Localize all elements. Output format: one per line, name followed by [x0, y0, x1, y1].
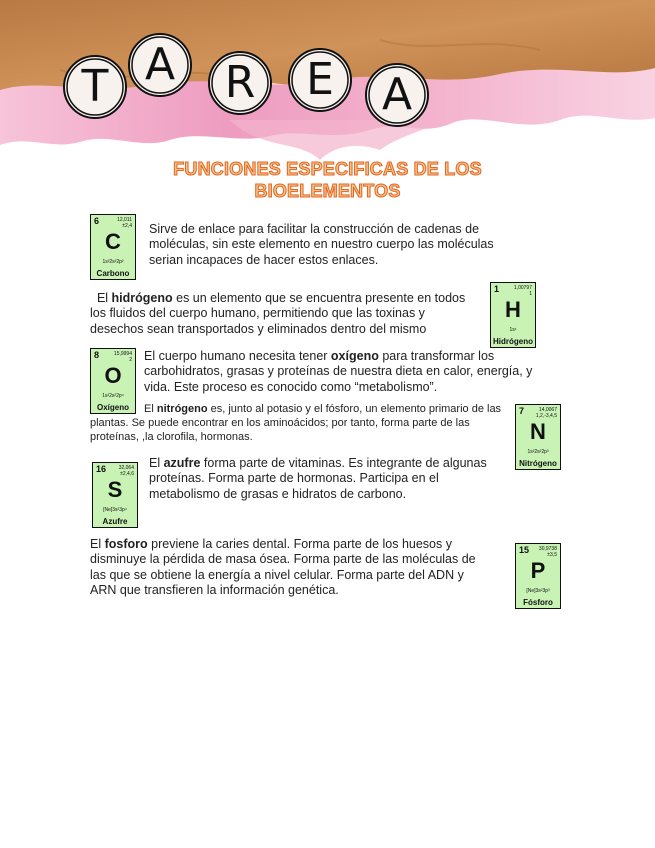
title-letter-text: E — [306, 54, 334, 105]
paragraph-hidrogeno: El hidrógeno es un elemento que se encuentra presente en todos los fluidos del cuerpo humano, permitiendo que las toxinas y desechos sean transportados y eliminados dentro del mismo — [90, 290, 466, 336]
title-letter-text: A — [144, 39, 176, 90]
element-name: Fósforo — [523, 598, 553, 607]
atomic-number: 15 — [519, 545, 530, 555]
atomic-number: 6 — [94, 216, 100, 226]
paragraph-azufre: El azufre forma parte de vitaminas. Es integrante de algunas proteínas. Forma parte de hormonas. Participa en el metabolismo de grasas e hidratos de carbono. — [149, 455, 487, 501]
element-tile-hidrogeno — [490, 282, 536, 348]
paragraph-carbono: Sirve de enlace para facilitar la construcción de cadenas de moléculas, sin este elemento en nuestro cuerpo las moléculas serian incapaces de hacer estos enlaces. — [149, 221, 494, 267]
element-tile-carbono — [90, 214, 136, 280]
title-letter-text: T — [81, 61, 109, 112]
element-symbol: C — [105, 229, 121, 254]
atomic-number: 1 — [494, 284, 500, 294]
atomic-mass: 14,0067 1,2,-3,4,5 — [535, 407, 557, 419]
atomic-mass: 32,064 ±2,4,6 — [118, 465, 134, 477]
title-letter-text: R — [224, 57, 256, 108]
atomic-number: 7 — [519, 406, 525, 416]
element-name: Nitrógeno — [519, 459, 557, 468]
atomic-number: 8 — [94, 350, 100, 360]
title-letter-t — [60, 52, 130, 122]
element-tile-nitrogeno — [515, 404, 561, 470]
element-tile-azufre — [92, 462, 138, 528]
electron-config: 1s²2s²2p⁴ — [102, 393, 124, 399]
element-name: Azufre — [102, 517, 128, 526]
electron-config: 1s²2s²2p³ — [527, 449, 549, 455]
electron-config: 1s²2s²2p² — [102, 259, 124, 265]
element-name: Oxígeno — [96, 403, 129, 412]
element-symbol: H — [505, 297, 521, 322]
paragraph-nitrogeno: El nitrógeno es, junto al potasio y el fósforo, un elemento primario de las plantas. Se puede encontrar en los aminoácidos; por tanto, forma parte de las proteínas, ,la clorofila, hormonas. — [90, 403, 502, 443]
electron-config: 1s¹ — [509, 327, 517, 333]
element-name: Hidrógeno — [493, 337, 533, 346]
element-symbol: S — [107, 477, 123, 502]
atomic-mass: 30,9738 ±3,5 — [538, 546, 557, 558]
title-letter-text: A — [381, 69, 413, 120]
element-name: Carbono — [96, 269, 130, 278]
electron-config: [Ne]3s²3p⁴ — [103, 507, 127, 513]
element-symbol: P — [530, 558, 546, 583]
atomic-number: 16 — [96, 464, 107, 474]
atomic-mass: 15,9994 2 — [113, 351, 132, 363]
paragraph-fosforo: El fosforo previene la caries dental. Forma parte de los huesos y disminuye la pérdida de masa ósea. Forma parte de las moléculas de las que se obtiene la energía a nivel celular. Forma parte del ADN y ARN que transfieren la información genética. — [90, 536, 476, 597]
element-symbol: N — [530, 419, 546, 444]
page-heading: FUNCIONES ESPECIFICAS DE LOS BIOELEMENTOS — [173, 159, 482, 201]
atomic-mass: 1,00797 1 — [513, 285, 532, 297]
title-letter-a2 — [362, 60, 432, 130]
element-tile-fosforo — [515, 543, 561, 609]
atomic-mass: 12,011 ±2,4 — [117, 217, 132, 229]
title-letter-a — [125, 30, 195, 100]
title-letter-r — [205, 48, 275, 118]
element-symbol: O — [104, 363, 122, 388]
electron-config: [Ne]3s²3p³ — [526, 588, 550, 594]
title-letter-e — [285, 45, 355, 115]
paragraph-oxigeno: El cuerpo humano necesita tener oxígeno para transformar los carbohidratos, grasas y proteínas de nuestra dieta en calor, energía, y vida. Este proceso es conocido como “metabolismo”. — [144, 348, 533, 394]
